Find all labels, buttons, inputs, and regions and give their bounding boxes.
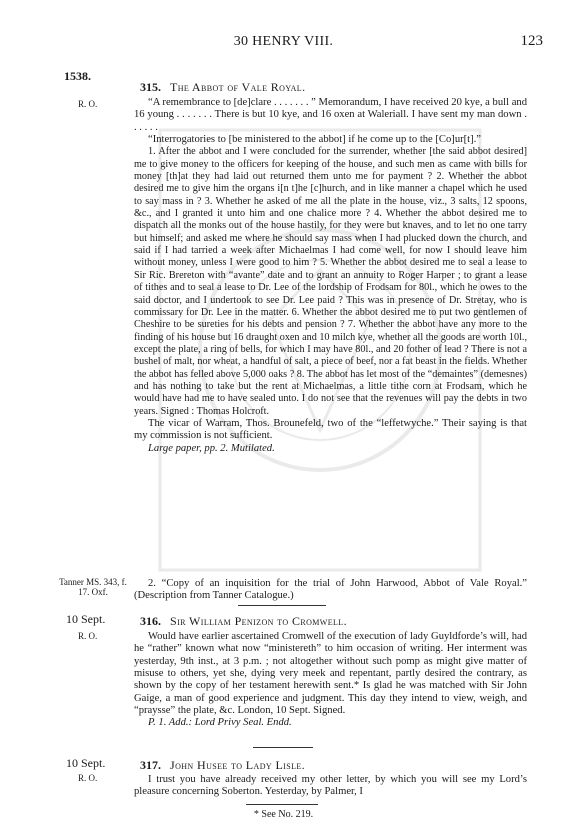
paragraph: 2. “Copy of an inquisition for the trial of John Harwood, Abbot of Vale Royal.” (Description from Tanner Catalogue.) xyxy=(134,578,527,602)
divider xyxy=(238,605,326,606)
divider xyxy=(253,747,313,748)
margin-source-316: R. O. xyxy=(78,631,98,641)
entry-title: The Abbot of Vale Royal. xyxy=(170,80,306,94)
margin-date-317: 10 Sept. xyxy=(66,756,106,770)
entry-heading-317 xyxy=(140,758,305,773)
entry-body-316 xyxy=(134,631,527,730)
entry-number: 315. xyxy=(140,80,161,94)
paragraph: I trust you have already received my other letter, by which you will see my Lord’s pleasure concerning Soberton. Yesterday, by Palmer, I xyxy=(134,774,527,798)
entry-title: Sir William Penizon to Cromwell. xyxy=(170,614,347,628)
running-title: 30 HENRY VIII. xyxy=(233,34,334,49)
margin-source-tanner: Tanner MS. 343, f. 17. Oxf. xyxy=(59,577,127,597)
entry-heading-315 xyxy=(140,80,306,95)
margin-source-317: R. O. xyxy=(78,773,98,783)
entry-title: John Husee to Lady Lisle. xyxy=(170,758,306,772)
footnote-divider xyxy=(246,804,318,805)
entry-number: 317. xyxy=(140,758,161,772)
entry-body-tanner xyxy=(134,578,527,603)
footnote: * See No. 219. xyxy=(253,809,314,820)
entry-body-315 xyxy=(134,97,527,455)
margin-source-315: R. O. xyxy=(78,99,98,109)
paragraph: 1. After the abbot and I were concluded for the surrender, whether [the said abbot desired] me to give money to the officers for keeping of the house, and such men as came with bills for money [th]at they had laid out returned them unto me for payment ? 2. Whether the abbot desired me to give him the organs i[n t]he [c]hurch, and in like manner a chapel which he used to say mass in ? 3. Whether he asked of me all the plate in the house, viz., 3 salts, 12 spoons, &c., and I granted it unto him and one chalice more ? 4. Whether the abbot desired me to dispatch all the monks out of the house hastily, for they were but knaves, and to let no one tarry but himself; and asked me where he should say mass when I had plucked down the church, and said if I had tarried a week after Michaelmas I had come well, for now I should leave him without money, unless I were good to him ? 5. Whether the abbot desired me to seal a lease to Sir Ric. Brereton with “avante” date and to grant an annuity to Roger Harper ; to grant a lease of tithes and to seal a lease to Dr. Lee of the lordship of Frodsam for 80l., which he owes to the said doctor, and I undertook to see Dr. Lee paid ? This was in presence of Dr. Stretay, who is commissary for Dr. Lee in the matter. 6. Whether the abbot desired me to put two gentlemen of Cheshire to be sureties for his debts and pension ? 7. Whether the abbot have any more to the finding of his house but 16 draught oxen and 10 milch kye, whether all the goods are worth 10l., except the plate, a ring of bells, for which I may have 80l., and 20 fother of lead ? There is not a bushel of malt, nor wheat, a handful of salt, a piece of beef, nor a fat beast in the fields. Whether the abbot has felled above 5,000 oaks ? 8. The abbot has let most of the “demaintes” (demesnes) and has nothing to take but the rent at Michaelmas, a little tithe corn at Frodsam, which he would have had me to have sealed unto. I do not see that the revenues will pay the debts in two years. Signed : Thomas Holcroft. xyxy=(134,146,527,417)
page-number: 123 xyxy=(520,33,543,49)
paragraph: Would have earlier ascertained Cromwell of the execution of lady Guyldforde’s will, had he “rather” known what now “ministereth” to him occasion of writing. Her interment was yesterday, 9th inst., at 3 p.m. ; not altogether without such pomp as might give matter of misuse to others, yet she, dying very meek and repentant, partly desired the contrary, as shown by the copy of her testament herewith sent.* Is glad he was matched with Sir John Gaige, a man of good experience and judgment. This day they intend to view, weigh, and “praysse” the plate, &c. London, 10 Sept. Signed. xyxy=(134,631,527,717)
paragraph: The vicar of Warram, Thos. Brounefeld, two of the “leffetwyche.” Their saying is that my commission is not sufficient. xyxy=(134,417,527,442)
running-head xyxy=(0,34,567,54)
paragraph: “A remembrance to [de]clare . . . . . . . ” Memorandum, I have received 20 kye, a bull and 16 young . . . . . . . There is but 10 kye, and 16 oxen at Waleriall. I have sent my man down . . . . . . xyxy=(134,97,527,133)
entry-number: 316. xyxy=(140,614,161,628)
margin-year: 1538. xyxy=(64,69,91,83)
physical-description: Large paper, pp. 2. Mutilated. xyxy=(148,442,275,454)
paragraph: “Interrogatories to [be ministered to the abbot] if he come up to the [Co]ur[t].” xyxy=(148,134,481,146)
physical-description: P. 1. Add.: Lord Privy Seal. Endd. xyxy=(148,717,292,729)
entry-body-317 xyxy=(134,774,527,799)
margin-date-316: 10 Sept. xyxy=(66,612,106,626)
entry-heading-316 xyxy=(140,614,347,629)
